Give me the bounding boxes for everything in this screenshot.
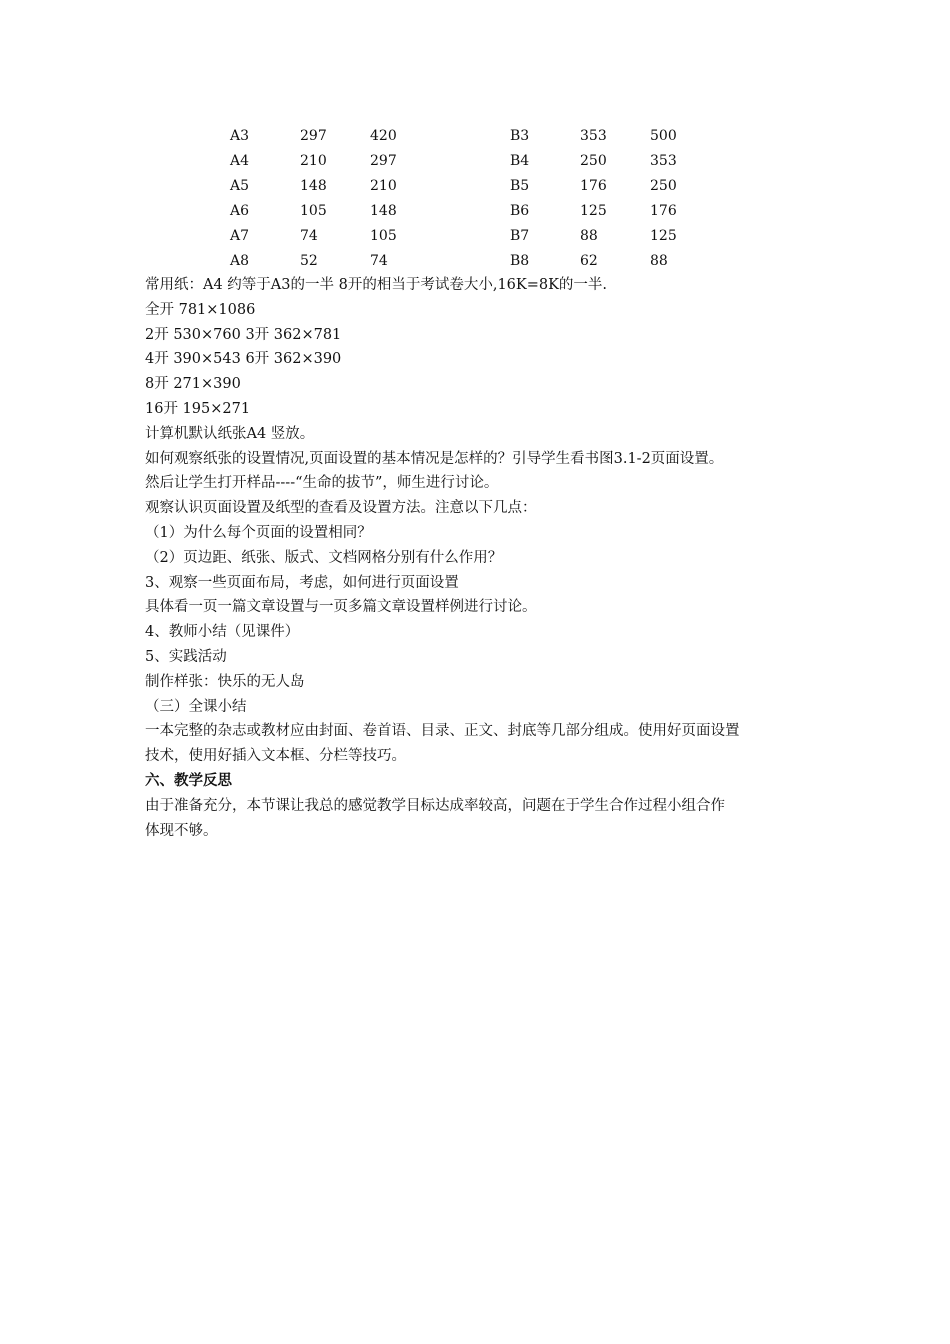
question-line: （2）页边距、纸张、版式、文档网格分别有什么作用？ (145, 549, 503, 566)
table-cell: 297 (300, 128, 327, 144)
table-cell: A8 (230, 253, 250, 269)
table-cell: 125 (650, 228, 677, 244)
question-line: （1）为什么每个页面的设置相同？ (145, 524, 372, 541)
table-cell: B7 (510, 228, 530, 244)
table-cell: 105 (370, 228, 397, 244)
table-row (230, 124, 710, 149)
table-cell: 125 (580, 203, 607, 219)
table-cell: 250 (650, 178, 677, 194)
table-row (230, 199, 710, 224)
table-cell: 297 (370, 153, 397, 169)
table-cell: 74 (370, 253, 388, 269)
table-cell: 353 (650, 153, 677, 169)
paper-note-line: 常用纸：A4 约等于A3的一半 8开的相当于考试卷大小,16K=8K的一半. (145, 277, 608, 293)
table-cell: 500 (650, 128, 677, 144)
table-cell: A4 (230, 153, 250, 169)
table-cell: 176 (580, 178, 607, 194)
step-line: 3、观察一些页面布局，考虑，如何进行页面设置 (145, 574, 459, 591)
table-cell: 210 (300, 153, 327, 169)
paper-size-line: 4开 390×543 6开 362×390 (145, 351, 342, 368)
text-line: 如何观察纸张的设置情况,页面设置的基本情况是怎样的？引导学生看书图3.1-2页面设置。 (145, 450, 724, 467)
section-heading: （三）全课小结 (145, 698, 247, 715)
text-line: 观察认识页面设置及纸型的查看及设置方法。注意以下几点： (145, 500, 537, 517)
document-body (145, 273, 825, 843)
table-cell: 353 (580, 128, 607, 144)
text-line: 一本完整的杂志或教材应由封面、卷首语、目录、正文、封底等几部分组成。使用好页面设置 (145, 723, 740, 740)
table-cell: A7 (230, 228, 250, 244)
table-cell: B3 (510, 128, 530, 144)
table-cell: B4 (510, 153, 530, 169)
table-row (230, 149, 710, 174)
table-row (230, 174, 710, 199)
table-row (230, 224, 710, 249)
step-line: 4、教师小结（见课件） (145, 624, 300, 641)
table-row (230, 249, 710, 274)
table-cell: 62 (580, 253, 598, 269)
table-cell: 250 (580, 153, 607, 169)
step-line: 5、实践活动 (145, 648, 227, 665)
table-cell: A6 (230, 203, 250, 219)
table-cell: 148 (300, 178, 327, 194)
paper-size-line: 2开 530×760 3开 362×781 (145, 326, 342, 343)
table-cell: 52 (300, 253, 318, 269)
table-cell: 74 (300, 228, 318, 244)
paper-size-line: 全开 781×1086 (145, 301, 256, 318)
paper-size-line: 8开 271×390 (145, 376, 241, 393)
table-cell: B5 (510, 178, 530, 194)
text-line: 制作样张：快乐的无人岛 (145, 673, 305, 690)
paper-size-table (230, 124, 710, 274)
table-cell: 88 (580, 228, 598, 244)
text-line: 然后让学生打开样品----“生命的拔节”，师生进行讨论。 (145, 475, 499, 492)
table-cell: 88 (650, 253, 668, 269)
table-cell: 210 (370, 178, 397, 194)
paper-size-line: 16开 195×271 (145, 400, 251, 417)
text-line: 技术，使用好插入文本框、分栏等技巧。 (145, 748, 406, 765)
table-cell: A3 (230, 128, 250, 144)
table-cell: B6 (510, 203, 530, 219)
table-cell: 176 (650, 203, 677, 219)
table-cell: 420 (370, 128, 397, 144)
text-line: 体现不够。 (145, 822, 218, 839)
text-line: 由于准备充分，本节课让我总的感觉教学目标达成率较高，问题在于学生合作过程小组合作 (145, 797, 725, 814)
table-cell: 148 (370, 203, 397, 219)
table-cell: B8 (510, 253, 530, 269)
table-cell: 105 (300, 203, 327, 219)
text-line: 计算机默认纸张A4 竖放。 (145, 425, 315, 442)
table-cell: A5 (230, 178, 250, 194)
text-line: 具体看一页一篇文章设置与一页多篇文章设置样例进行讨论。 (145, 599, 537, 616)
reflection-heading: 六、教学反思 (145, 771, 232, 789)
